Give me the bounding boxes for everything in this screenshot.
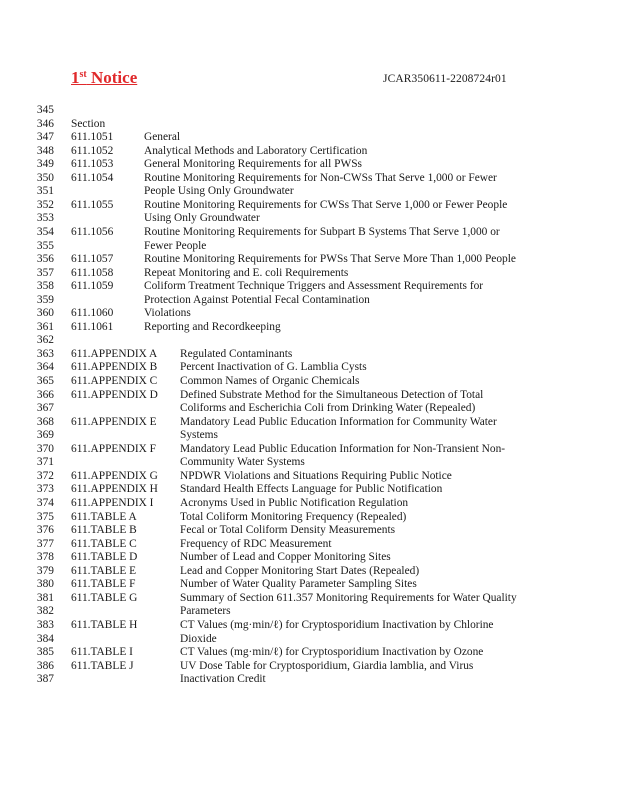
- line-number: 358: [36, 280, 54, 293]
- section-title: Violations: [144, 307, 191, 320]
- line-number: 378: [36, 551, 54, 564]
- line-number: 387: [36, 673, 54, 686]
- appendix-title: Standard Health Effects Language for Public Notification: [180, 483, 443, 496]
- appendix-title: CT Values (mg·min/ℓ) for Cryptosporidium Inactivation by Ozone: [180, 646, 484, 658]
- line-number: 369: [36, 429, 54, 442]
- line-number: 348: [36, 144, 54, 157]
- section-title: Repeat Monitoring and E. coli Requirements: [144, 266, 349, 279]
- line-number: 375: [36, 510, 54, 523]
- appendix-title: Number of Lead and Copper Monitoring Sites: [180, 551, 391, 564]
- appendix-number: 611.APPENDIX I: [71, 497, 154, 509]
- section-title: Coliform Treatment Technique Triggers and Assessment Requirements for: [144, 280, 484, 293]
- appendix-title: Regulated Contaminants: [180, 347, 293, 360]
- section-number: 611.1051: [71, 131, 114, 144]
- section-number: 611.1054: [71, 171, 114, 184]
- appendix-title: NPDWR Violations and Situations Requiring Public Notice: [180, 469, 452, 482]
- notice-number: 1: [71, 68, 80, 87]
- line-number: 374: [36, 497, 54, 509]
- appendix-title: CT Values (mg·min/ℓ) for Cryptosporidium Inactivation by Chlorine: [180, 618, 494, 631]
- line-number: 385: [36, 646, 54, 658]
- appendix-number: 611.TABLE E: [71, 564, 137, 577]
- appendix-title: Summary of Section 611.357 Monitoring Requirements for Water Quality: [180, 591, 517, 604]
- section-title: People Using Only Groundwater: [144, 185, 294, 198]
- line-number: 359: [36, 293, 54, 306]
- section-title: Routine Monitoring Requirements for Non-CWSs That Serve 1,000 or Fewer: [144, 171, 497, 184]
- appendix-title: Mandatory Lead Public Education Information for Community Water: [180, 415, 497, 428]
- section-number: 611.1052: [71, 144, 114, 157]
- appendix-title: Inactivation Credit: [180, 673, 266, 686]
- appendix-number: 611.APPENDIX D: [71, 388, 158, 401]
- section-number: 611.1061: [71, 320, 114, 333]
- line-number: 380: [36, 578, 54, 591]
- line-number: 384: [36, 632, 54, 645]
- line-number: 379: [36, 564, 54, 577]
- line-number: 373: [36, 483, 54, 496]
- line-number: 353: [36, 212, 54, 225]
- section-title: General Monitoring Requirements for all PWSs: [144, 158, 362, 171]
- document-id: JCAR350611-2208724r01: [383, 73, 507, 85]
- section-title: Routine Monitoring Requirements for Subpart B Systems That Serve 1,000 or: [144, 225, 500, 238]
- line-number: 351: [36, 185, 54, 198]
- appendix-number: 611.APPENDIX A: [71, 347, 158, 360]
- line-number: 350: [36, 171, 54, 184]
- appendix-number: 611.APPENDIX F: [71, 442, 157, 455]
- appendix-title: Common Names of Organic Chemicals: [180, 375, 360, 387]
- line-number: 382: [36, 605, 54, 618]
- section-title: Routine Monitoring Requirements for CWSs That Serve 1,000 or Fewer People: [144, 198, 508, 211]
- appendix-title: Defined Substrate Method for the Simultaneous Detection of Total: [180, 388, 484, 401]
- section-title: Reporting and Recordkeeping: [144, 320, 281, 333]
- appendix-title: Coliforms and Escherichia Coli from Drinking Water (Repealed): [180, 402, 476, 415]
- line-number: 361: [36, 320, 54, 333]
- section-number: 611.1057: [71, 253, 114, 266]
- line-number: 364: [36, 361, 54, 374]
- section-title: Fewer People: [144, 239, 207, 252]
- appendix-number: 611.TABLE A: [71, 510, 137, 523]
- appendix-number: 611.TABLE J: [71, 659, 134, 672]
- line-number: 352: [36, 198, 54, 211]
- line-number: 371: [36, 456, 54, 469]
- appendix-title: Number of Water Quality Parameter Sampling Sites: [180, 578, 417, 591]
- appendix-title: Fecal or Total Coliform Density Measurements: [180, 524, 396, 536]
- section-heading: Section: [71, 117, 106, 130]
- appendix-number: 611.TABLE B: [71, 524, 137, 536]
- appendix-number: 611.APPENDIX G: [71, 469, 158, 482]
- section-number: 611.1058: [71, 266, 114, 279]
- line-number: 360: [36, 307, 54, 320]
- line-number: 377: [36, 537, 54, 550]
- line-number: 366: [36, 388, 54, 401]
- section-title: Protection Against Potential Fecal Contamination: [144, 293, 370, 306]
- line-number: 354: [36, 225, 54, 238]
- appendix-title: Lead and Copper Monitoring Start Dates (Repealed): [180, 564, 420, 577]
- line-number: 386: [36, 659, 54, 672]
- appendix-number: 611.TABLE F: [71, 578, 136, 591]
- section-number: 611.1056: [71, 225, 114, 238]
- line-number: 368: [36, 415, 54, 428]
- appendix-number: 611.APPENDIX H: [71, 483, 158, 496]
- line-number: 383: [36, 618, 54, 631]
- section-number: 611.1055: [71, 198, 114, 211]
- notice-word: Notice: [90, 68, 138, 87]
- line-number: 367: [36, 402, 54, 415]
- line-number: 381: [36, 591, 54, 604]
- line-number: 349: [36, 158, 54, 171]
- notice-heading: [71, 68, 137, 88]
- section-title: Using Only Groundwater: [144, 212, 260, 225]
- section-title: General: [144, 131, 181, 144]
- line-number: 345: [36, 104, 54, 116]
- line-number: 347: [36, 131, 54, 144]
- section-number: 611.1059: [71, 280, 114, 293]
- appendix-title: Systems: [180, 429, 218, 442]
- section-number: 611.1060: [71, 307, 114, 320]
- appendix-number: 611.APPENDIX B: [71, 361, 158, 374]
- appendix-title: Frequency of RDC Measurement: [180, 537, 332, 550]
- line-number: 370: [36, 442, 54, 455]
- appendix-number: 611.APPENDIX C: [71, 375, 158, 387]
- appendix-number: 611.APPENDIX E: [71, 415, 157, 428]
- notice-ordinal-suffix: st: [79, 69, 87, 80]
- line-number: 363: [36, 347, 54, 360]
- appendix-title: Percent Inactivation of G. Lamblia Cysts: [180, 361, 367, 374]
- appendix-number: 611.TABLE G: [71, 591, 138, 604]
- section-title: Routine Monitoring Requirements for PWSs That Serve More Than 1,000 People: [144, 253, 516, 266]
- line-number: 376: [36, 524, 54, 536]
- appendix-number: 611.TABLE I: [71, 646, 133, 658]
- section-number: 611.1053: [71, 158, 114, 171]
- line-number: 362: [36, 334, 54, 347]
- appendix-number: 611.TABLE C: [71, 537, 137, 550]
- appendix-title: Dioxide: [180, 632, 217, 645]
- appendix-title: UV Dose Table for Cryptosporidium, Giardia lamblia, and Virus: [180, 659, 474, 672]
- line-number: 372: [36, 469, 54, 482]
- line-number: 356: [36, 253, 54, 266]
- line-number: 357: [36, 266, 54, 279]
- line-number: 346: [36, 117, 54, 130]
- appendix-number: 611.TABLE H: [71, 618, 138, 631]
- appendix-title: Mandatory Lead Public Education Information for Non-Transient Non-: [180, 442, 506, 455]
- line-number: 365: [36, 375, 54, 387]
- section-title: Analytical Methods and Laboratory Certification: [144, 144, 368, 157]
- appendix-title: Community Water Systems: [180, 456, 305, 469]
- appendix-title: Acronyms Used in Public Notification Regulation: [180, 497, 409, 509]
- appendix-title: Total Coliform Monitoring Frequency (Repealed): [180, 510, 407, 523]
- appendix-title: Parameters: [180, 605, 231, 618]
- appendix-number: 611.TABLE D: [71, 551, 138, 564]
- line-number: 355: [36, 239, 54, 252]
